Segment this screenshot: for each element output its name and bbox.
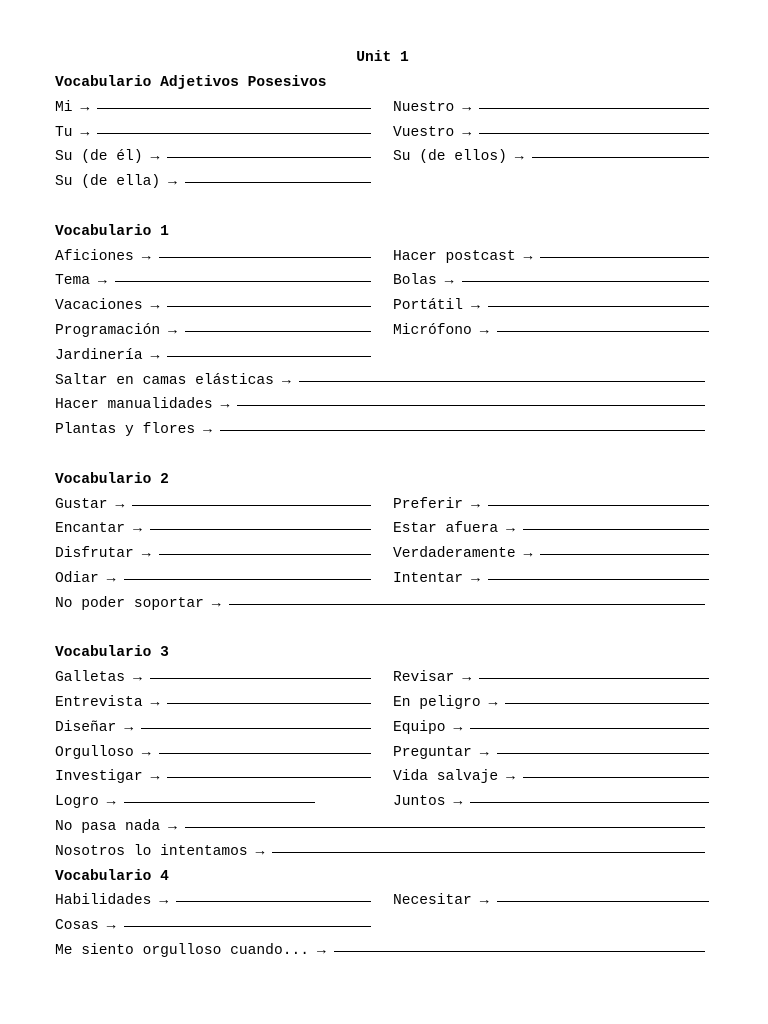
vocab-row [55, 567, 710, 592]
vocab-term: Jardinería [55, 347, 143, 364]
vocab-term: Cosas [55, 918, 99, 935]
spacer [55, 443, 710, 468]
vocab-row [55, 96, 710, 121]
vocab-entry [55, 344, 371, 369]
vocab-entry [393, 542, 709, 567]
vocab-entry [393, 493, 709, 518]
answer-blank[interactable] [532, 143, 709, 158]
vocab-row [55, 542, 710, 567]
vocab-term: Hacer postcast [393, 248, 516, 265]
arrow-icon: → [150, 694, 160, 711]
vocab-term: Diseñar [55, 719, 117, 736]
vocab-row [55, 790, 710, 815]
vocab-term: Disfrutar [55, 546, 134, 563]
vocab-term: Tema [55, 273, 91, 290]
answer-blank[interactable] [150, 664, 371, 679]
section-heading-vocab-4: Vocabulario 4 [55, 868, 169, 885]
vocab-row [55, 939, 710, 964]
answer-blank[interactable] [497, 887, 709, 902]
answer-blank[interactable] [229, 590, 705, 605]
answer-blank[interactable] [167, 689, 371, 704]
arrow-icon: → [462, 99, 472, 116]
arrow-icon: → [106, 918, 116, 935]
vocab-entry [55, 840, 705, 865]
vocab-term: Hacer manualidades [55, 397, 213, 414]
vocab-term: Aficiones [55, 248, 134, 265]
vocab-entry [55, 889, 371, 914]
vocab-entry [55, 765, 371, 790]
arrow-icon: → [168, 322, 177, 339]
vocab-entry [393, 716, 709, 741]
vocab-entry [55, 319, 371, 344]
arrow-icon: → [150, 347, 160, 364]
arrow-icon: → [444, 273, 454, 290]
vocab-term: No pasa nada [55, 818, 161, 835]
vocab-entry [393, 517, 709, 542]
vocab-term: Su (de ella) [55, 174, 161, 191]
vocab-entry [393, 145, 709, 170]
vocab-entry [393, 790, 709, 815]
vocab-row [55, 145, 710, 170]
vocab-term: Vacaciones [55, 298, 143, 315]
answer-blank[interactable] [124, 912, 371, 927]
vocab-row [55, 294, 710, 319]
answer-blank[interactable] [185, 813, 705, 828]
vocab-entry [55, 939, 705, 964]
vocab-term: Saltar en camas elásticas [55, 372, 274, 389]
arrow-icon: → [255, 843, 265, 860]
arrow-icon: → [168, 174, 177, 191]
answer-blank[interactable] [523, 763, 709, 778]
vocab-entry [55, 245, 371, 270]
vocab-entry [55, 666, 371, 691]
arrow-icon: → [124, 719, 134, 736]
answer-blank[interactable] [488, 565, 709, 580]
vocab-entry [393, 691, 709, 716]
vocab-term: Preguntar [393, 744, 472, 761]
arrow-icon: → [523, 248, 533, 265]
vocab-entry [55, 96, 371, 121]
vocab-term: Galletas [55, 670, 126, 687]
arrow-icon: → [203, 422, 212, 439]
vocab-term: Programación [55, 322, 161, 339]
answer-blank[interactable] [540, 243, 709, 258]
vocab-term: Estar afuera [393, 521, 499, 538]
arrow-icon: → [106, 570, 116, 587]
answer-blank[interactable] [141, 714, 371, 729]
answer-blank[interactable] [479, 94, 709, 109]
vocab-term: Necesitar [393, 893, 472, 910]
vocab-term: Entrevista [55, 694, 143, 711]
answer-blank[interactable] [167, 763, 371, 778]
vocab-row [55, 319, 710, 344]
vocab-term: Habilidades [55, 893, 152, 910]
spacer [55, 195, 710, 220]
arrow-icon: → [479, 893, 489, 910]
answer-blank[interactable] [167, 292, 371, 307]
vocab-row [55, 121, 710, 146]
vocab-row [55, 344, 710, 369]
vocab-term: Su (de ellos) [393, 149, 507, 166]
arrow-icon: → [462, 670, 472, 687]
answer-blank[interactable] [132, 491, 371, 506]
vocab-entry [393, 294, 709, 319]
vocab-term: Logro [55, 794, 99, 811]
answer-blank[interactable] [497, 317, 709, 332]
vocab-term: Portátil [393, 298, 464, 315]
vocab-term: Nuestro [393, 99, 455, 116]
answer-blank[interactable] [167, 143, 371, 158]
arrow-icon: → [462, 124, 472, 141]
arrow-icon: → [80, 124, 90, 141]
vocab-entry [55, 418, 705, 443]
vocab-entry [55, 170, 371, 195]
answer-blank[interactable] [479, 664, 709, 679]
vocab-row [55, 889, 710, 914]
vocab-entry [393, 889, 709, 914]
vocab-term: Mi [55, 99, 73, 116]
answer-blank[interactable] [470, 714, 709, 729]
vocab-entry [393, 567, 709, 592]
vocab-row [55, 493, 710, 518]
arrow-icon: → [471, 496, 480, 513]
vocab-entry [55, 542, 371, 567]
arrow-icon: → [479, 744, 489, 761]
arrow-icon: → [523, 546, 533, 563]
vocab-term: Orgulloso [55, 744, 134, 761]
vocab-term: Verdaderamente [393, 546, 516, 563]
arrow-icon: → [133, 521, 142, 538]
vocab-entry [393, 96, 709, 121]
vocab-term: Revisar [393, 670, 455, 687]
vocab-row [55, 741, 710, 766]
vocab-row [55, 765, 710, 790]
vocab-row [55, 393, 710, 418]
arrow-icon: → [506, 521, 515, 538]
answer-blank[interactable] [470, 788, 709, 803]
section-heading-vocab-3: Vocabulario 3 [55, 645, 169, 662]
arrow-icon: → [453, 794, 463, 811]
answer-blank[interactable] [159, 739, 371, 754]
answer-blank[interactable] [159, 243, 371, 258]
answer-blank[interactable] [462, 267, 709, 282]
vocab-entry [55, 716, 371, 741]
arrow-icon: → [115, 496, 125, 513]
vocab-term: Preferir [393, 496, 464, 513]
arrow-icon: → [453, 719, 463, 736]
answer-blank[interactable] [272, 838, 705, 853]
vocab-row [55, 691, 710, 716]
arrow-icon: → [211, 595, 221, 612]
vocab-row [55, 666, 710, 691]
vocab-entry [55, 567, 371, 592]
vocab-entry [55, 592, 705, 617]
vocab-entry [55, 691, 371, 716]
vocab-row [55, 716, 710, 741]
arrow-icon: → [168, 818, 177, 835]
answer-blank[interactable] [488, 491, 709, 506]
vocab-entry [55, 121, 371, 146]
section-heading-vocab-2: Vocabulario 2 [55, 471, 169, 488]
arrow-icon: → [98, 273, 107, 290]
vocab-term: En peligro [393, 694, 481, 711]
vocab-entry [55, 815, 705, 840]
arrow-icon: → [479, 322, 489, 339]
vocab-entry [393, 741, 709, 766]
vocab-entry [55, 269, 371, 294]
vocab-entry [55, 517, 371, 542]
answer-blank[interactable] [334, 937, 705, 952]
arrow-icon: → [316, 942, 326, 959]
vocab-term: No poder soportar [55, 595, 204, 612]
vocab-term: Encantar [55, 521, 126, 538]
answer-blank[interactable] [523, 515, 709, 530]
answer-blank[interactable] [237, 391, 705, 406]
vocab-term: Juntos [393, 794, 446, 811]
arrow-icon: → [106, 794, 116, 811]
vocab-row [55, 269, 710, 294]
vocab-row [55, 815, 710, 840]
answer-blank[interactable] [185, 168, 371, 183]
section-heading-vocab-1: Vocabulario 1 [55, 223, 169, 240]
answer-blank[interactable] [185, 317, 371, 332]
answer-blank[interactable] [115, 267, 371, 282]
vocab-term: Plantas y flores [55, 422, 196, 439]
arrow-icon: → [506, 769, 515, 786]
vocab-entry [393, 269, 709, 294]
vocab-entry [55, 145, 371, 170]
arrow-icon: → [150, 298, 160, 315]
vocab-row [55, 592, 710, 617]
answer-blank[interactable] [97, 119, 371, 134]
vocab-term: Su (de él) [55, 149, 143, 166]
vocab-entry [55, 294, 371, 319]
vocab-term: Tu [55, 124, 73, 141]
vocab-term: Nosotros lo intentamos [55, 843, 248, 860]
answer-blank[interactable] [124, 788, 315, 803]
worksheet [55, 46, 710, 964]
vocab-entry [55, 914, 371, 939]
answer-blank[interactable] [150, 515, 371, 530]
answer-blank[interactable] [505, 689, 709, 704]
arrow-icon: → [150, 149, 160, 166]
arrow-icon: → [488, 694, 498, 711]
arrow-icon: → [150, 769, 160, 786]
vocab-entry [55, 493, 371, 518]
vocab-term: Vuestro [393, 124, 455, 141]
vocab-entry [393, 245, 709, 270]
answer-blank[interactable] [124, 565, 371, 580]
answer-blank[interactable] [299, 367, 705, 382]
vocab-entry [55, 790, 315, 815]
spacer [55, 617, 710, 642]
answer-blank[interactable] [167, 342, 371, 357]
arrow-icon: → [133, 670, 142, 687]
answer-blank[interactable] [540, 540, 709, 555]
vocab-entry [393, 319, 709, 344]
arrow-icon: → [159, 893, 169, 910]
answer-blank[interactable] [159, 540, 371, 555]
answer-blank[interactable] [479, 119, 709, 134]
section-heading-possessive-adjectives: Vocabulario Adjetivos Posesivos [55, 75, 327, 91]
vocab-row [55, 840, 710, 865]
vocab-term: Equipo [393, 719, 446, 736]
vocab-term: Me siento orgulloso cuando... [55, 942, 309, 959]
vocab-entry [393, 666, 709, 691]
answer-blank[interactable] [176, 887, 371, 902]
arrow-icon: → [471, 570, 480, 587]
vocab-term: Gustar [55, 496, 108, 513]
arrow-icon: → [80, 99, 90, 116]
vocab-entry [393, 121, 709, 146]
arrow-icon: → [141, 546, 151, 563]
vocab-row [55, 369, 710, 394]
vocab-term: Micrófono [393, 322, 472, 339]
vocab-term: Vida salvaje [393, 769, 499, 786]
answer-blank[interactable] [97, 94, 371, 109]
vocab-entry [55, 369, 705, 394]
vocab-term: Bolas [393, 273, 437, 290]
vocab-term: Intentar [393, 570, 464, 587]
vocab-row [55, 245, 710, 270]
arrow-icon: → [220, 397, 230, 414]
vocab-term: Odiar [55, 570, 99, 587]
vocab-entry [393, 765, 709, 790]
vocab-entry [55, 393, 705, 418]
answer-blank[interactable] [220, 416, 705, 431]
vocab-row [55, 914, 710, 939]
arrow-icon: → [141, 744, 151, 761]
arrow-icon: → [471, 298, 480, 315]
answer-blank[interactable] [488, 292, 709, 307]
vocab-entry [55, 741, 371, 766]
arrow-icon: → [281, 372, 291, 389]
vocab-row [55, 517, 710, 542]
arrow-icon: → [141, 248, 151, 265]
vocab-term: Investigar [55, 769, 143, 786]
vocab-row [55, 170, 710, 195]
arrow-icon: → [514, 149, 524, 166]
answer-blank[interactable] [497, 739, 709, 754]
vocab-row [55, 418, 710, 443]
page-title: Unit 1 [356, 50, 409, 66]
